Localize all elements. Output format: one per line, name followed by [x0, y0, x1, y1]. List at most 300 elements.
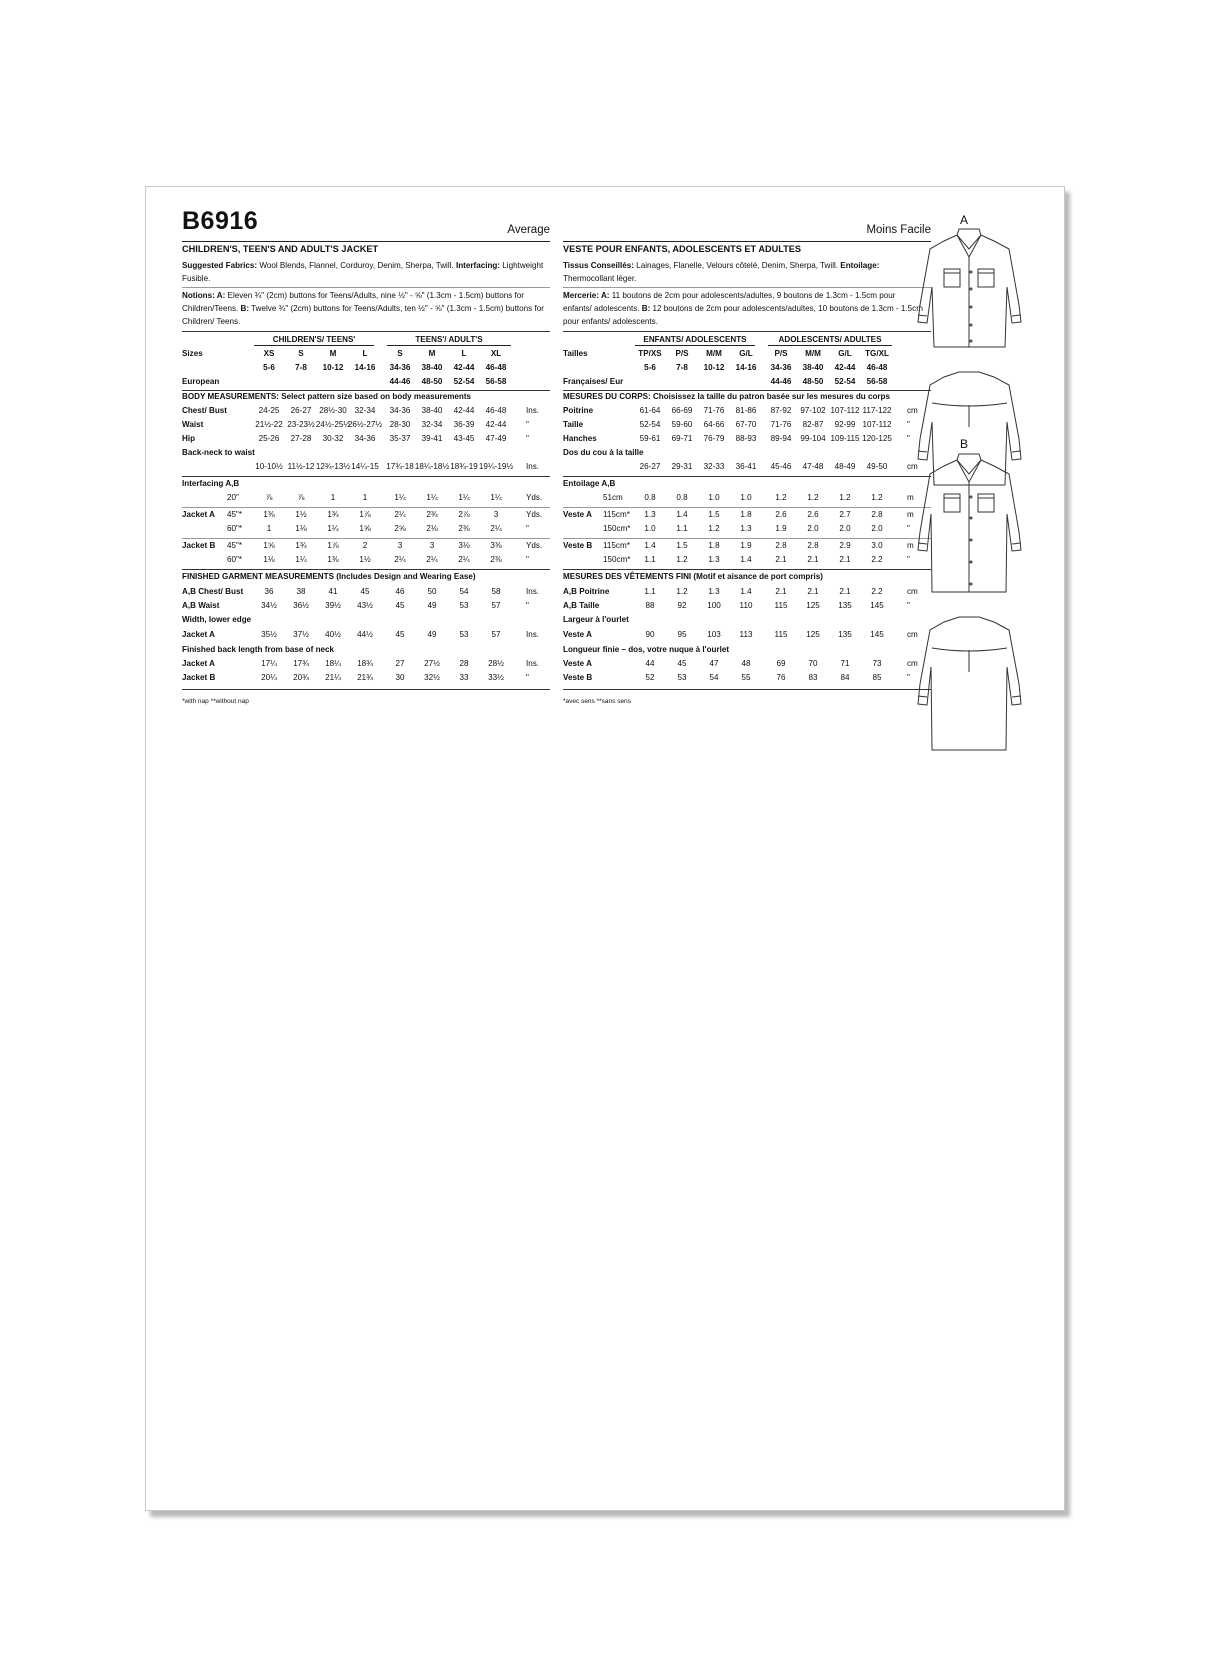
length-a-row-cell: 69: [776, 659, 786, 668]
length-a-row-cell: 45: [677, 659, 687, 668]
jacket-b-45-row-cell: 2.8: [775, 541, 787, 550]
finished-waist-row-cell: 57: [491, 601, 501, 610]
width-row-cell: 145: [870, 630, 884, 639]
interfacing-row-cell: 0.8: [676, 493, 688, 502]
hip-row-cell: 27-28: [290, 434, 312, 443]
length-a-row-cell: 28: [459, 659, 469, 668]
length-b-row-cell: 33½: [488, 673, 504, 682]
waist-row-cell: 21½-22: [255, 420, 283, 429]
jacket-a-45-row-cell: 1⅞: [359, 510, 371, 519]
length-a-row-unit: Ins.: [526, 659, 540, 668]
finished-waist-row-label: A,B Waist: [182, 601, 220, 610]
jacket-a-60-row: [182, 524, 550, 537]
chest-row-cell: 38-40: [421, 406, 443, 415]
hip-row-unit: ": [526, 434, 529, 443]
sizes-row-cell: TG/XL: [865, 349, 889, 358]
pattern-sheet: [145, 186, 1065, 1511]
chest-row-cell: 117-122: [862, 406, 892, 415]
jacket-a-60-row-cell: 1.2: [708, 524, 720, 533]
width-row-unit: Ins.: [526, 630, 540, 639]
notions-paragraph: [563, 289, 925, 328]
jacket-b-60-row-cell: 1.1: [644, 555, 656, 564]
jacket-b-45-row-width: 45"*: [227, 541, 243, 550]
european-row-cell: 52-54: [834, 377, 856, 386]
jacket-b-60-row-cell: 2⅜: [490, 555, 502, 564]
jacket-a-60-row-cell: 1.9: [775, 524, 787, 533]
chest-row-cell: 66-69: [671, 406, 693, 415]
sizes-row-cell: M/M: [706, 349, 722, 358]
length-b-row: [182, 673, 550, 686]
difficulty-level: Average: [507, 224, 550, 236]
finished-chest-row-cell: 45: [360, 587, 370, 596]
length-b-row-cell: 85: [872, 673, 882, 682]
sizes-number-row: [182, 363, 550, 376]
jacket-a-45-row-cell: 1.4: [676, 510, 688, 519]
chest-row-cell: 71-76: [703, 406, 725, 415]
hip-row-cell: 88-93: [735, 434, 757, 443]
divider: [182, 689, 550, 690]
european-row-label: European: [182, 377, 220, 386]
interfacing-label: Interfacing:: [455, 261, 501, 270]
width-row-cell: 95: [677, 630, 687, 639]
back-neck-row-unit: cm: [907, 462, 918, 471]
chest-row: [563, 406, 931, 419]
finished-chest-row-cell: 1.4: [740, 587, 752, 596]
notions-b-text: Twelve ¾" (2cm) buttons for Teens/Adults, ten ½" - ⅝" (1.3cm - 1.5cm) buttons for Children/ Teens.: [182, 304, 544, 326]
jacket-b-45-row-label: Veste B: [563, 541, 593, 550]
chest-row-cell: 81-86: [735, 406, 757, 415]
sizes-number-row: [563, 363, 931, 376]
hip-row-cell: 59-61: [639, 434, 661, 443]
finished-waist-row-cell: 92: [677, 601, 687, 610]
sizes-row-label: Tailles: [563, 349, 588, 358]
width-row-cell: 49: [427, 630, 437, 639]
jacket-a-60-row-cell: 1⅝: [359, 524, 371, 533]
jacket-b-45-row-unit: m: [907, 541, 914, 550]
hip-row-cell: 43-45: [453, 434, 475, 443]
european-row-cell: 52-54: [453, 377, 475, 386]
width-row-cell: 37½: [293, 630, 309, 639]
hip-row-cell: 39-41: [421, 434, 443, 443]
waist-row-cell: 71-76: [770, 420, 792, 429]
hip-row-cell: 76-79: [703, 434, 725, 443]
hip-row-cell: 34-36: [354, 434, 376, 443]
sizes-number-row-cell: 34-36: [770, 363, 792, 372]
european-row-cell: 48-50: [421, 377, 443, 386]
notions-b-text: 12 boutons de 2cm pour adolescents/adultes, 10 boutons de 1.3cm - 1.5cm pour enfants/ adolescents.: [563, 304, 923, 326]
width-row-cell: 113: [739, 630, 753, 639]
finished-waist-row-cell: 145: [870, 601, 884, 610]
length-a-row-cell: 27½: [424, 659, 440, 668]
finished-waist-row: [182, 601, 550, 614]
chest-row-unit: cm: [907, 406, 918, 415]
finished-chest-row-cell: 38: [296, 587, 306, 596]
chest-row-cell: 34-36: [389, 406, 411, 415]
waist-row-cell: 42-44: [485, 420, 507, 429]
divider: [563, 476, 931, 477]
waist-row-cell: 36-39: [453, 420, 475, 429]
interfacing-row-cell: 1¼: [426, 493, 438, 502]
sizes-number-row-cell: 42-44: [453, 363, 475, 372]
divider: [182, 390, 550, 391]
length-b-row-unit: ": [907, 673, 910, 682]
jacket-a-45-row-cell: 1.5: [708, 510, 720, 519]
jacket-a-45-row-cell: 1.3: [644, 510, 656, 519]
hip-row-label: Hip: [182, 434, 196, 443]
chest-row: [182, 406, 550, 419]
garment-illustrations: [899, 187, 1059, 847]
width-row-cell: 90: [645, 630, 655, 639]
hip-row-cell: 109-115: [830, 434, 860, 443]
sizes-row-cell: G/L: [739, 349, 753, 358]
chest-row-cell: 107-112: [830, 406, 860, 415]
jacket-b-60-row-unit: ": [526, 555, 529, 564]
interfacing-row-width: 51cm: [603, 493, 623, 502]
body-measurements-title: BODY MEASUREMENTS: Select pattern size based on body measurements: [182, 392, 472, 401]
jacket-a-45-row-unit: m: [907, 510, 914, 519]
european-row-cell: 56-58: [485, 377, 507, 386]
hip-row-cell: 30-32: [322, 434, 344, 443]
jacket-a-60-row-cell: 2⅛: [426, 524, 438, 533]
jacket-b-45-row-cell: 1.9: [740, 541, 752, 550]
european-row-cell: 56-58: [866, 377, 888, 386]
jacket-b-45-row-cell: 1.8: [708, 541, 720, 550]
divider: [182, 538, 550, 539]
european-row-cell: 48-50: [802, 377, 824, 386]
finished-waist-row-cell: 34½: [261, 601, 277, 610]
interfacing-row-cell: 1.2: [775, 493, 787, 502]
jacket-a-60-row-cell: 2⅜: [458, 524, 470, 533]
sizes-number-row-cell: 5-6: [263, 363, 275, 372]
jacket-b-60-row-cell: 2.2: [871, 555, 883, 564]
width-row-cell: 40½: [325, 630, 341, 639]
back-neck-row-cell: 19¼-19½: [478, 462, 514, 471]
interfacing-text: Thermocollant léger.: [563, 274, 637, 283]
length-title: Longueur finie – dos, votre nuque à l'ourlet: [563, 645, 730, 654]
chest-row-unit: Ins.: [526, 406, 540, 415]
back-neck-row-cell: 17¾-18: [386, 462, 414, 471]
interfacing-row-cell: 1¼: [458, 493, 470, 502]
finished-chest-row-label: A,B Chest/ Bust: [182, 587, 244, 596]
finished-waist-row-cell: 43½: [357, 601, 373, 610]
waist-row-cell: 107-112: [862, 420, 892, 429]
width-row: [182, 630, 550, 643]
finished-chest-row-cell: 46: [395, 587, 405, 596]
length-b-row-cell: 20¼: [261, 673, 277, 682]
interfacing-row-cell: ⅞: [265, 493, 273, 502]
waist-row-unit: ": [907, 420, 910, 429]
finished-chest-row-cell: 54: [459, 587, 469, 596]
finished-waist-row-label: A,B Taille: [563, 601, 600, 610]
divider: [182, 569, 550, 570]
width-title: Width, lower edge: [182, 615, 252, 624]
finished-chest-row-cell: 2.1: [839, 587, 851, 596]
jacket-a-45-row-cell: 1⅜: [263, 510, 275, 519]
jacket-b-60-row-width: 60"*: [227, 555, 243, 564]
jacket-a-60-row: [563, 524, 931, 537]
pattern-title: VESTE POUR ENFANTS, ADOLESCENTS ET ADULTES: [563, 244, 802, 254]
width-row-cell: 115: [774, 630, 788, 639]
sizes-number-row-cell: 5-6: [644, 363, 656, 372]
length-a-row-cell: 48: [741, 659, 751, 668]
length-a-row-cell: 44: [645, 659, 655, 668]
footnote: *avec sens **sans sens: [563, 698, 631, 705]
finished-waist-row-cell: 53: [459, 601, 469, 610]
back-neck-row-cell: 11½-12: [287, 462, 315, 471]
back-neck-row-cell: 12¾-13½: [315, 462, 351, 471]
footnote: *with nap **without nap: [182, 698, 249, 705]
jacket-a-60-row-cell: 1.0: [644, 524, 656, 533]
width-row-cell: 103: [707, 630, 721, 639]
jacket-b-60-row-cell: 2.1: [839, 555, 851, 564]
sizes-row-cell: P/S: [675, 349, 689, 358]
hip-row: [563, 434, 931, 447]
length-a-row-cell: 17¼: [261, 659, 277, 668]
jacket-b-60-row-width: 150cm*: [603, 555, 631, 564]
sizes-row-cell: S: [298, 349, 304, 358]
sizes-number-row-cell: 10-12: [322, 363, 344, 372]
interfacing-row-width: 20": [227, 493, 239, 502]
waist-row-cell: 26½-27½: [347, 420, 383, 429]
interfacing-title: Entoilage A,B: [563, 479, 616, 488]
length-b-row-cell: 55: [741, 673, 751, 682]
length-a-row-cell: 73: [872, 659, 882, 668]
jacket-a-60-row-cell: 1.3: [740, 524, 752, 533]
fabrics-paragraph: [182, 259, 544, 285]
european-row-cell: 44-46: [770, 377, 792, 386]
finished-chest-row-cell: 50: [427, 587, 437, 596]
length-a-row: [563, 659, 931, 672]
length-b-row-cell: 21¾: [357, 673, 373, 682]
finished-measurements-title: FINISHED GARMENT MEASUREMENTS (Includes Design and Wearing Ease): [182, 572, 476, 581]
back-neck-row-cell: 14¼-15: [351, 462, 379, 471]
jacket-a-60-row-cell: 1.1: [676, 524, 688, 533]
jacket-a-45-row-cell: 2.6: [775, 510, 787, 519]
length-title: Finished back length from base of neck: [182, 645, 335, 654]
finished-waist-row: [563, 601, 931, 614]
sizes-row-cell: XS: [263, 349, 275, 358]
divider: [563, 569, 931, 570]
finished-waist-row-cell: 88: [645, 601, 655, 610]
waist-row-cell: 23-23½: [287, 420, 315, 429]
back-neck-row-cell: 36-41: [735, 462, 757, 471]
divider: [563, 331, 931, 332]
finished-chest-row-cell: 2.1: [775, 587, 787, 596]
jacket-b-45-row-width: 115cm*: [603, 541, 630, 550]
waist-row-cell: 64-66: [703, 420, 725, 429]
back-neck-row-cell: 29-31: [671, 462, 693, 471]
back-neck-row-cell: 47-48: [802, 462, 824, 471]
width-row-unit: cm: [907, 630, 918, 639]
width-row-cell: 45: [395, 630, 405, 639]
finished-chest-row-cell: 2.1: [807, 587, 819, 596]
width-row: [563, 630, 931, 643]
interfacing-text: Lightweight Fusible.: [182, 261, 544, 283]
sizes-row-cell: P/S: [774, 349, 788, 358]
fabrics-label: Tissus Conseillés:: [563, 261, 634, 270]
jacket-b-60-row-unit: ": [907, 555, 910, 564]
sizes-number-row-cell: 42-44: [834, 363, 856, 372]
hip-row-cell: 89-94: [770, 434, 792, 443]
length-a-row-label: Jacket A: [182, 659, 215, 668]
finished-waist-row-unit: ": [907, 601, 910, 610]
jacket-a-60-row-unit: ": [907, 524, 910, 533]
jacket-a-45-row-width: 115cm*: [603, 510, 630, 519]
hip-row-cell: 99-104: [800, 434, 826, 443]
length-b-row-cell: 52: [645, 673, 655, 682]
sizes-row-label: Sizes: [182, 349, 203, 358]
length-a-row-cell: 27: [395, 659, 405, 668]
finished-chest-row-cell: 41: [328, 587, 338, 596]
length-b-row: [563, 673, 931, 686]
jacket-a-60-row-cell: 1⅛: [295, 524, 307, 533]
finished-waist-row-cell: 100: [707, 601, 721, 610]
finished-waist-row-cell: 39½: [325, 601, 341, 610]
sizes-number-row-cell: 10-12: [703, 363, 725, 372]
jacket-b-60-row-cell: 1¼: [295, 555, 307, 564]
interfacing-row: [563, 493, 931, 506]
back-neck-row-unit: Ins.: [526, 462, 540, 471]
notions-b-label: B:: [240, 304, 250, 313]
waist-row-cell: 52-54: [639, 420, 661, 429]
length-b-row-cell: 84: [840, 673, 850, 682]
sizes-number-row-cell: 7-8: [676, 363, 688, 372]
finished-measurements-title: MESURES DES VÊTEMENTS FINI (Motif et aisance de port compris): [563, 572, 823, 581]
length-b-row-cell: 32½: [424, 673, 440, 682]
back-neck-row: [182, 462, 550, 475]
view-a-label: A: [960, 213, 969, 227]
jacket-b-45-row-cell: 1.5: [676, 541, 688, 550]
jacket-a-45-row: [563, 510, 931, 523]
back-neck-row-cell: 49-50: [866, 462, 888, 471]
length-a-row-cell: 71: [840, 659, 850, 668]
length-b-row-cell: 20¾: [293, 673, 309, 682]
back-neck-row-cell: 32-33: [703, 462, 725, 471]
jacket-b-60-row-cell: 1.3: [708, 555, 720, 564]
view-b-label: B: [960, 437, 969, 451]
jacket-a-45-row-cell: 1¾: [327, 510, 339, 519]
interfacing-row-cell: 1.2: [807, 493, 819, 502]
finished-waist-row-cell: 49: [427, 601, 437, 610]
width-row-label: Veste A: [563, 630, 592, 639]
fabrics-text: Lainages, Flanelle, Velours côtelé, Denim, Sherpa, Twill.: [633, 261, 841, 270]
jacket-a-45-row-cell: 3: [493, 510, 499, 519]
length-a-row-cell: 28½: [488, 659, 504, 668]
jacket-a-60-row-cell: 1¼: [327, 524, 339, 533]
waist-row-unit: ": [526, 420, 529, 429]
hip-row-cell: 25-26: [258, 434, 280, 443]
jacket-b-45-row-cell: 3⅛: [458, 541, 470, 550]
finished-chest-row-cell: 58: [491, 587, 501, 596]
chest-row-cell: 24-25: [258, 406, 280, 415]
length-a-row-cell: 18¾: [357, 659, 373, 668]
finished-chest-row: [182, 587, 550, 600]
jacket-a-60-row-cell: 2.0: [807, 524, 819, 533]
finished-waist-row-cell: 135: [838, 601, 852, 610]
finished-chest-row-cell: 1.2: [676, 587, 688, 596]
jacket-a-45-row-unit: Yds.: [526, 510, 543, 519]
interfacing-row-cell: 1¼: [490, 493, 502, 502]
jacket-a-60-row-cell: 2¼: [490, 524, 502, 533]
back-neck-row-cell: 48-49: [834, 462, 856, 471]
sizes-number-row-cell: 7-8: [295, 363, 307, 372]
jacket-a-45-row-cell: 2.7: [839, 510, 851, 519]
jacket-b-60-row-cell: 1.4: [740, 555, 752, 564]
interfacing-row-cell: 1: [362, 493, 368, 502]
jacket-b-60-row-cell: 2¼: [394, 555, 406, 564]
divider: [563, 689, 931, 690]
width-title: Largeur à l'ourlet: [563, 615, 629, 624]
jacket-a-45-row-cell: 1.8: [740, 510, 752, 519]
waist-row-cell: 24½-25½: [315, 420, 351, 429]
waist-row-label: Waist: [182, 420, 204, 429]
waist-row: [182, 420, 550, 433]
jacket-b-45-row-cell: 3: [429, 541, 435, 550]
width-row-cell: 35½: [261, 630, 277, 639]
size-group-1: ENFANTS/ ADOLESCENTS: [635, 334, 755, 346]
back-neck-row: [563, 462, 931, 475]
finished-chest-row-unit: Ins.: [526, 587, 540, 596]
sizes-number-row-cell: 34-36: [389, 363, 411, 372]
hip-row-label: Hanches: [563, 434, 597, 443]
divider: [563, 390, 931, 391]
length-a-row-label: Veste A: [563, 659, 592, 668]
notions-b-label: B:: [641, 304, 651, 313]
width-row-cell: 44½: [357, 630, 373, 639]
width-row-cell: 135: [838, 630, 852, 639]
jacket-a-45-row-cell: 1½: [295, 510, 307, 519]
chest-row-cell: 61-64: [639, 406, 661, 415]
fabrics-paragraph: [563, 259, 925, 285]
chest-row-cell: 87-92: [770, 406, 792, 415]
jacket-a-60-row-cell: 2.0: [839, 524, 851, 533]
width-row-cell: 57: [491, 630, 501, 639]
length-b-row-unit: ": [526, 673, 529, 682]
hip-row-cell: 69-71: [671, 434, 693, 443]
interfacing-row-unit: Yds.: [526, 493, 543, 502]
jacket-b-60-row-cell: 2¼: [458, 555, 470, 564]
sizes-row-cell: M: [428, 349, 436, 358]
sizes-row: [182, 349, 550, 362]
jacket-b-60-row-cell: 2.1: [775, 555, 787, 564]
jacket-b-45-row: [563, 541, 931, 554]
chest-row-label: Poitrine: [563, 406, 594, 415]
back-neck-title: Back-neck to waist: [182, 448, 255, 457]
sizes-row-cell: M/M: [805, 349, 821, 358]
waist-row-cell: 82-87: [802, 420, 824, 429]
back-neck-row-cell: 18¼-18½: [414, 462, 450, 471]
jacket-b-45-row-cell: 1⅞: [327, 541, 339, 550]
finished-chest-row: [563, 587, 931, 600]
jacket-b-45-row-cell: 1⅝: [263, 541, 275, 550]
length-a-row-cell: 17¾: [293, 659, 309, 668]
jacket-a-60-row-width: 60"*: [227, 524, 243, 533]
size-group-1: CHILDREN'S/ TEENS': [254, 334, 374, 346]
jacket-a-60-row-cell: 2⅝: [394, 524, 406, 533]
notions-a-text: Eleven ¾" (2cm) buttons for Teens/Adults, nine ½" - ⅝" (1.3cm - 1.5cm) buttons for Children/Teens.: [182, 291, 524, 313]
length-b-row-cell: 21¼: [325, 673, 341, 682]
length-a-row-cell: 47: [709, 659, 719, 668]
length-a-row-cell: 18¼: [325, 659, 341, 668]
chest-row-cell: 42-44: [453, 406, 475, 415]
jacket-b-45-row-cell: 2.8: [807, 541, 819, 550]
jacket-b-60-row: [563, 555, 931, 568]
divider: [563, 507, 931, 508]
header-rule: [182, 241, 550, 242]
notions-label: Notions: A:: [182, 291, 226, 300]
finished-chest-row-cell: 2.2: [871, 587, 883, 596]
jacket-b-45-row-label: Jacket B: [182, 541, 216, 550]
